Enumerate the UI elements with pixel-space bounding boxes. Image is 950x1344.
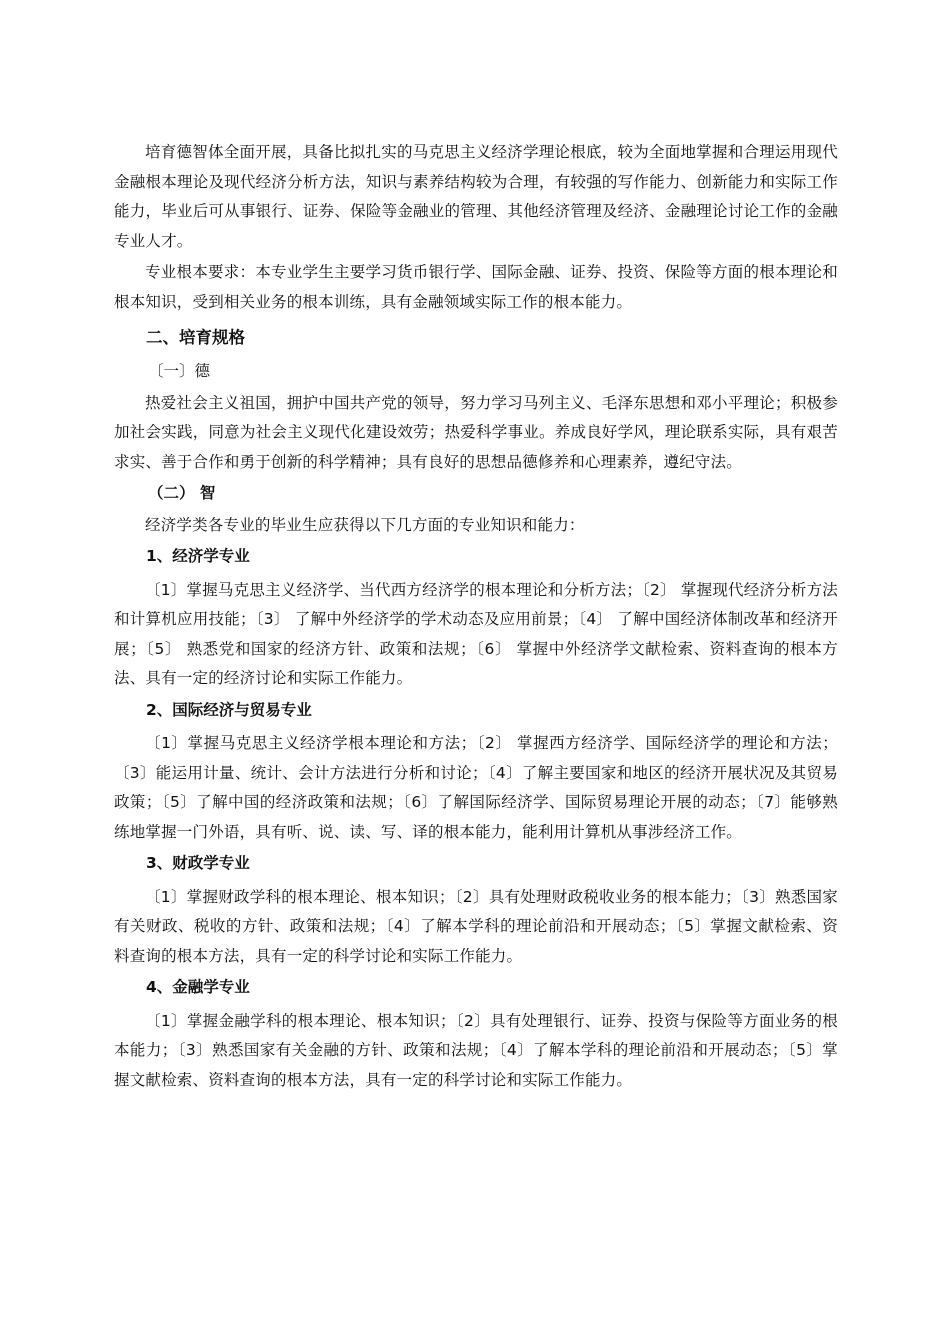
major-paragraph-public-finance: 〔1〕掌握财政学科的根本理论、根本知识；〔2〕具有处理财政税收业务的根本能力；〔3〕熟悉国家有关财政、税收的方针、政策和法规；〔4〕了解本学科的理论前沿和开展动态；〔5〕掌握文献检索、资料查询的根本方法，具有一定的科学讨论和实际工作能力。 — [114, 887, 838, 965]
major-paragraph-economics: 〔1〕掌握马克思主义经济学、当代西方经济学的根本理论和分析方法；〔2〕 掌握现代经济分析方法和计算机应用技能；〔3〕 了解中外经济学的学术动态及应用前景；〔4〕 了解中国经济体制改革和经济开展；〔5〕 熟悉党和国家的经济方针、政策和法规；〔6〕 掌握中外经济学文献检索、资料查询的根本方法、具有一定的经济讨论和实际工作能力。 — [114, 580, 838, 687]
subsection-heading-intellect: （二） 智 — [148, 484, 216, 502]
major-paragraph-finance: 〔1〕掌握金融学科的根本理论、根本知识；〔2〕具有处理银行、证券、投资与保险等方面业务的根本能力；〔3〕熟悉国家有关金融的方针、政策和法规；〔4〕了解本学科的理论前沿和开展动态；〔5〕掌握文献检索、资料查询的根本方法，具有一定的科学讨论和实际工作能力。 — [114, 1011, 838, 1089]
major-paragraph-international-trade: 〔1〕掌握马克思主义经济学根本理论和方法；〔2〕 掌握西方经济学、国际经济学的理论和方法；〔3〕能运用计量、统计、会计方法进行分析和讨论；〔4〕了解主要国家和地区的经济开展状况及其贸易政策；〔5〕了解中国的经济政策和法规；〔6〕了解国际经济学、国际贸易理论开展的动态；〔7〕能够熟练地掌握一门外语，具有听、说、读、写、译的根本能力，能利用计算机从事涉经济工作。 — [114, 734, 838, 841]
intro-paragraph-1: 培育德智体全面开展，具备比拟扎实的马克思主义经济学理论根底，较为全面地掌握和合理运用现代金融根本理论及现代经济分析方法，知识与素养结构较为合理，有较强的写作能力、创新能力和实际工作能力，毕业后可从事银行、证券、保险等金融业的管理、其他经济管理及经济、金融理论讨论工作的金融专业人才。 — [114, 143, 838, 250]
major-heading-public-finance: 3、财政学专业 — [146, 854, 250, 872]
major-heading-economics: 1、经济学专业 — [146, 547, 250, 565]
document-page — [114, 138, 838, 1097]
morality-paragraph: 热爱社会主义祖国，拥护中国共产党的领导，努力学习马列主义、毛泽东思想和邓小平理论；积极参加社会实践，同意为社会主义现代化建设效劳；热爱科学事业。养成良好学风，理论联系实际，具有艰苦求实、善于合作和勇于创新的科学精神；具有良好的思想品德修养和心理素养，遵纪守法。 — [114, 393, 838, 471]
major-heading-finance: 4、金融学专业 — [146, 978, 250, 996]
subsection-heading-morality: 〔一〕德 — [148, 362, 211, 380]
intro-paragraph-2: 专业根本要求：本专业学生主要学习货币银行学、国际金融、证券、投资、保险等方面的根本理论和根本知识，受到相关业务的根本训练，具有金融领域实际工作的根本能力。 — [114, 263, 838, 311]
intellect-intro-paragraph: 经济学类各专业的毕业生应获得以下几方面的专业知识和能力： — [145, 515, 585, 534]
section-heading-training-specs: 二、培育规格 — [146, 328, 245, 347]
major-heading-international-trade: 2、国际经济与贸易专业 — [146, 700, 312, 719]
